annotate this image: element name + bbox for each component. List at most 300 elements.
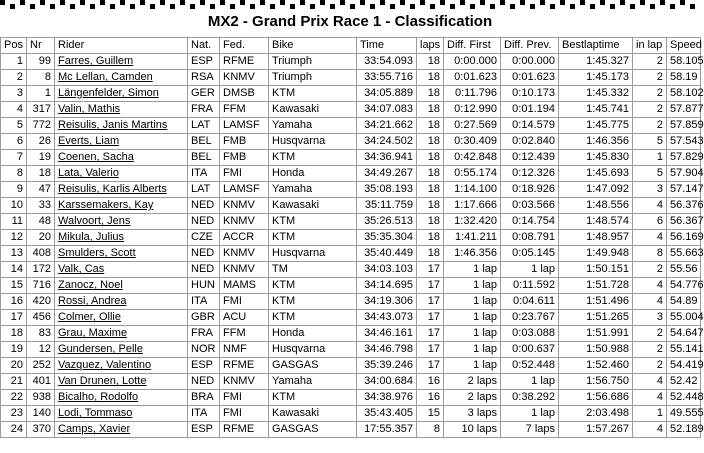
flag-check xyxy=(180,0,185,5)
cell-diff-first: 1 lap xyxy=(444,278,501,294)
cell-nat: FRA xyxy=(188,102,220,118)
table-row xyxy=(1,246,701,262)
cell-diff-prev: 1 lap xyxy=(501,262,559,278)
cell-bike: KTM xyxy=(269,390,357,406)
flag-check xyxy=(360,0,365,5)
cell-rider[interactable]: Gundersen, Pelle xyxy=(55,342,188,358)
cell-nat: CZE xyxy=(188,230,220,246)
cell-rider[interactable]: Valin, Mathis xyxy=(55,102,188,118)
cell-diff-prev: 0:04.611 xyxy=(501,294,559,310)
cell-bike: Kawasaki xyxy=(269,198,357,214)
cell-laps: 17 xyxy=(417,326,444,342)
cell-in-lap: 3 xyxy=(633,310,667,326)
table-row xyxy=(1,422,701,438)
cell-bestlaptime: 1:50.151 xyxy=(559,262,633,278)
flag-check xyxy=(460,0,465,5)
column-header-rider: Rider xyxy=(55,38,188,54)
cell-bike: Husqvarna xyxy=(269,342,357,358)
cell-bike: Honda xyxy=(269,166,357,182)
table-row xyxy=(1,102,701,118)
flag-check xyxy=(480,0,485,5)
flag-check xyxy=(530,4,535,9)
cell-in-lap: 4 xyxy=(633,230,667,246)
cell-bike: Triumph xyxy=(269,54,357,70)
cell-laps: 17 xyxy=(417,310,444,326)
flag-check xyxy=(590,4,595,9)
cell-pos: 13 xyxy=(1,246,27,262)
cell-pos: 16 xyxy=(1,294,27,310)
cell-rider[interactable]: Reisulis, Karlis Alberts xyxy=(55,182,188,198)
cell-laps: 8 xyxy=(417,422,444,438)
cell-laps: 18 xyxy=(417,214,444,230)
cell-diff-first: 1:32.420 xyxy=(444,214,501,230)
cell-time: 34:03.103 xyxy=(357,262,417,278)
cell-in-lap: 3 xyxy=(633,182,667,198)
cell-nr: 370 xyxy=(27,422,55,438)
cell-fed: KNMV xyxy=(220,374,269,390)
cell-rider[interactable]: Zanocz, Noel xyxy=(55,278,188,294)
flag-check xyxy=(670,4,675,9)
cell-nat: HUN xyxy=(188,278,220,294)
cell-nr: 99 xyxy=(27,54,55,70)
cell-diff-prev: 0:00.637 xyxy=(501,342,559,358)
cell-in-lap: 2 xyxy=(633,342,667,358)
cell-rider[interactable]: Rossi, Andrea xyxy=(55,294,188,310)
cell-in-lap: 2 xyxy=(633,118,667,134)
cell-bestlaptime: 1:56.750 xyxy=(559,374,633,390)
cell-time: 34:24.502 xyxy=(357,134,417,150)
cell-fed: FMB xyxy=(220,134,269,150)
cell-time: 34:00.684 xyxy=(357,374,417,390)
flag-check xyxy=(10,4,15,9)
cell-laps: 17 xyxy=(417,262,444,278)
cell-rider[interactable]: Lodi, Tommaso xyxy=(55,406,188,422)
cell-in-lap: 4 xyxy=(633,390,667,406)
flag-check xyxy=(410,4,415,9)
cell-time: 34:19.306 xyxy=(357,294,417,310)
cell-bike: KTM xyxy=(269,278,357,294)
cell-bike: Triumph xyxy=(269,70,357,86)
cell-bestlaptime: 1:51.728 xyxy=(559,278,633,294)
cell-nat: ITA xyxy=(188,294,220,310)
cell-laps: 18 xyxy=(417,70,444,86)
cell-in-lap: 5 xyxy=(633,166,667,182)
cell-speed: 54.89 xyxy=(667,294,701,310)
flag-check xyxy=(500,0,505,5)
cell-bike: KTM xyxy=(269,230,357,246)
cell-time: 34:14.695 xyxy=(357,278,417,294)
cell-bike: Yamaha xyxy=(269,182,357,198)
cell-speed: 54.419 xyxy=(667,358,701,374)
cell-laps: 17 xyxy=(417,358,444,374)
cell-nr: 18 xyxy=(27,166,55,182)
table-row xyxy=(1,134,701,150)
cell-nr: 140 xyxy=(27,406,55,422)
cell-bike: KTM xyxy=(269,294,357,310)
cell-diff-first: 3 laps xyxy=(444,406,501,422)
cell-pos: 6 xyxy=(1,134,27,150)
table-row xyxy=(1,214,701,230)
cell-in-lap: 6 xyxy=(633,214,667,230)
cell-speed: 49.555 xyxy=(667,406,701,422)
cell-laps: 17 xyxy=(417,278,444,294)
table-row xyxy=(1,326,701,342)
cell-time: 34:43.073 xyxy=(357,310,417,326)
cell-speed: 55.004 xyxy=(667,310,701,326)
cell-nat: NED xyxy=(188,246,220,262)
cell-bestlaptime: 1:45.830 xyxy=(559,150,633,166)
cell-pos: 15 xyxy=(1,278,27,294)
flag-check xyxy=(390,4,395,9)
cell-bike: GASGAS xyxy=(269,358,357,374)
cell-fed: FFM xyxy=(220,326,269,342)
table-row xyxy=(1,182,701,198)
cell-speed: 54.776 xyxy=(667,278,701,294)
cell-nat: ESP xyxy=(188,54,220,70)
flag-check xyxy=(40,0,45,5)
cell-nr: 317 xyxy=(27,102,55,118)
cell-time: 17:55.357 xyxy=(357,422,417,438)
flag-check xyxy=(320,0,325,5)
cell-diff-prev: 0:14.579 xyxy=(501,118,559,134)
column-header-pos: Pos xyxy=(1,38,27,54)
cell-diff-prev: 7 laps xyxy=(501,422,559,438)
cell-fed: KNMV xyxy=(220,70,269,86)
flag-check xyxy=(230,4,235,9)
flag-check xyxy=(70,4,75,9)
cell-rider[interactable]: Van Drunen, Lotte xyxy=(55,374,188,390)
flag-check xyxy=(130,4,135,9)
table-row xyxy=(1,198,701,214)
flag-check xyxy=(30,4,35,9)
cell-rider[interactable]: Smulders, Scott xyxy=(55,246,188,262)
cell-laps: 18 xyxy=(417,102,444,118)
cell-diff-first: 0:42.848 xyxy=(444,150,501,166)
cell-laps: 17 xyxy=(417,342,444,358)
cell-in-lap: 5 xyxy=(633,134,667,150)
cell-bike: Kawasaki xyxy=(269,102,357,118)
flag-check xyxy=(350,4,355,9)
cell-speed: 57.859 xyxy=(667,118,701,134)
cell-nr: 19 xyxy=(27,150,55,166)
cell-diff-first: 1:46.356 xyxy=(444,246,501,262)
cell-diff-first: 1 lap xyxy=(444,294,501,310)
table-row xyxy=(1,70,701,86)
cell-speed: 58.102 xyxy=(667,86,701,102)
flag-check xyxy=(490,4,495,9)
cell-bike: KTM xyxy=(269,86,357,102)
cell-nat: NED xyxy=(188,374,220,390)
flag-check xyxy=(520,0,525,5)
flag-check xyxy=(210,4,215,9)
flag-check xyxy=(100,0,105,5)
cell-rider[interactable]: Lata, Valerio xyxy=(55,166,188,182)
cell-diff-prev: 0:14.754 xyxy=(501,214,559,230)
cell-diff-first: 1:14.100 xyxy=(444,182,501,198)
cell-pos: 5 xyxy=(1,118,27,134)
cell-time: 35:08.193 xyxy=(357,182,417,198)
table-row xyxy=(1,166,701,182)
flag-check xyxy=(370,4,375,9)
cell-diff-prev: 0:18.926 xyxy=(501,182,559,198)
cell-speed: 57.147 xyxy=(667,182,701,198)
cell-rider[interactable]: Camps, Xavier xyxy=(55,422,188,438)
cell-speed: 55.56 xyxy=(667,262,701,278)
cell-diff-prev: 0:08.791 xyxy=(501,230,559,246)
cell-fed: KNMV xyxy=(220,214,269,230)
cell-diff-first: 1 lap xyxy=(444,262,501,278)
flag-check xyxy=(220,0,225,5)
cell-laps: 18 xyxy=(417,86,444,102)
cell-speed: 57.829 xyxy=(667,150,701,166)
cell-pos: 14 xyxy=(1,262,27,278)
cell-diff-first: 2 laps xyxy=(444,374,501,390)
cell-time: 34:05.889 xyxy=(357,86,417,102)
cell-rider[interactable]: Farres, Guillem xyxy=(55,54,188,70)
cell-rider[interactable]: Everts, Liam xyxy=(55,134,188,150)
cell-laps: 18 xyxy=(417,182,444,198)
cell-rider[interactable]: Karssemakers, Kay xyxy=(55,198,188,214)
cell-rider[interactable]: Längenfelder, Simon xyxy=(55,86,188,102)
cell-in-lap: 2 xyxy=(633,102,667,118)
cell-time: 33:55.716 xyxy=(357,70,417,86)
cell-diff-prev: 0:00.000 xyxy=(501,54,559,70)
cell-fed: DMSB xyxy=(220,86,269,102)
cell-nr: 1 xyxy=(27,86,55,102)
cell-time: 34:38.976 xyxy=(357,390,417,406)
flag-check xyxy=(250,4,255,9)
cell-time: 34:07.083 xyxy=(357,102,417,118)
cell-time: 35:43.405 xyxy=(357,406,417,422)
cell-laps: 15 xyxy=(417,406,444,422)
cell-fed: FMI xyxy=(220,406,269,422)
cell-time: 35:40.449 xyxy=(357,246,417,262)
flag-check xyxy=(450,4,455,9)
cell-nat: BEL xyxy=(188,150,220,166)
flag-check xyxy=(290,4,295,9)
cell-fed: KNMV xyxy=(220,198,269,214)
cell-bike: KTM xyxy=(269,150,357,166)
flag-check xyxy=(200,0,205,5)
cell-nat: ESP xyxy=(188,422,220,438)
cell-diff-prev: 0:12.439 xyxy=(501,150,559,166)
cell-fed: RFME xyxy=(220,422,269,438)
table-row xyxy=(1,118,701,134)
flag-check xyxy=(270,4,275,9)
table-header-row xyxy=(1,38,701,54)
cell-nr: 716 xyxy=(27,278,55,294)
column-header-bike: Bike xyxy=(269,38,357,54)
cell-rider[interactable]: Reisulis, Janis Martins xyxy=(55,118,188,134)
cell-nr: 83 xyxy=(27,326,55,342)
cell-time: 34:46.161 xyxy=(357,326,417,342)
flag-check xyxy=(240,0,245,5)
flag-check xyxy=(330,4,335,9)
cell-nr: 48 xyxy=(27,214,55,230)
cell-fed: LAMSF xyxy=(220,182,269,198)
table-row xyxy=(1,310,701,326)
cell-bike: KTM xyxy=(269,214,357,230)
cell-laps: 16 xyxy=(417,374,444,390)
cell-time: 34:49.267 xyxy=(357,166,417,182)
cell-bestlaptime: 1:45.173 xyxy=(559,70,633,86)
flag-check xyxy=(80,0,85,5)
cell-diff-first: 1 lap xyxy=(444,342,501,358)
flag-check xyxy=(50,4,55,9)
cell-speed: 57.543 xyxy=(667,134,701,150)
flag-check xyxy=(510,4,515,9)
flag-check xyxy=(280,0,285,5)
cell-bike: KTM xyxy=(269,310,357,326)
classification-table xyxy=(0,37,704,438)
cell-rider[interactable]: Coenen, Sacha xyxy=(55,150,188,166)
cell-pos: 20 xyxy=(1,358,27,374)
cell-laps: 18 xyxy=(417,150,444,166)
cell-nr: 252 xyxy=(27,358,55,374)
cell-diff-first: 0:01.623 xyxy=(444,70,501,86)
cell-bestlaptime: 1:45.693 xyxy=(559,166,633,182)
cell-rider[interactable]: Bicalho, Rodolfo xyxy=(55,390,188,406)
table-row xyxy=(1,374,701,390)
cell-speed: 52.42 xyxy=(667,374,701,390)
cell-diff-prev: 0:01.194 xyxy=(501,102,559,118)
cell-in-lap: 4 xyxy=(633,198,667,214)
cell-rider[interactable]: Mikula, Julius xyxy=(55,230,188,246)
cell-bike: Honda xyxy=(269,326,357,342)
cell-bike: Husqvarna xyxy=(269,246,357,262)
cell-in-lap: 1 xyxy=(633,406,667,422)
cell-nat: GER xyxy=(188,86,220,102)
cell-bestlaptime: 1:45.327 xyxy=(559,54,633,70)
cell-diff-prev: 0:03.088 xyxy=(501,326,559,342)
cell-fed: FMI xyxy=(220,390,269,406)
cell-fed: ACU xyxy=(220,310,269,326)
cell-bestlaptime: 1:49.948 xyxy=(559,246,633,262)
cell-pos: 21 xyxy=(1,374,27,390)
cell-rider[interactable]: Valk, Cas xyxy=(55,262,188,278)
cell-pos: 24 xyxy=(1,422,27,438)
flag-check xyxy=(300,0,305,5)
cell-bike: Kawasaki xyxy=(269,406,357,422)
cell-laps: 18 xyxy=(417,134,444,150)
cell-diff-first: 0:12.990 xyxy=(444,102,501,118)
cell-nat: NED xyxy=(188,262,220,278)
cell-diff-first: 2 laps xyxy=(444,390,501,406)
cell-speed: 55.141 xyxy=(667,342,701,358)
cell-laps: 18 xyxy=(417,54,444,70)
cell-rider[interactable]: Grau, Maxime xyxy=(55,326,188,342)
cell-speed: 57.877 xyxy=(667,102,701,118)
flag-check xyxy=(630,4,635,9)
cell-fed: KNMV xyxy=(220,262,269,278)
cell-bestlaptime: 1:45.775 xyxy=(559,118,633,134)
cell-in-lap: 8 xyxy=(633,246,667,262)
cell-in-lap: 1 xyxy=(633,150,667,166)
cell-nr: 12 xyxy=(27,342,55,358)
cell-bestlaptime: 1:56.686 xyxy=(559,390,633,406)
cell-diff-first: 1 lap xyxy=(444,358,501,374)
cell-diff-first: 1:41.211 xyxy=(444,230,501,246)
cell-speed: 55.663 xyxy=(667,246,701,262)
flag-check xyxy=(650,4,655,9)
cell-pos: 8 xyxy=(1,166,27,182)
cell-bestlaptime: 1:51.991 xyxy=(559,326,633,342)
cell-fed: FFM xyxy=(220,102,269,118)
column-header-nr: Nr xyxy=(27,38,55,54)
cell-pos: 2 xyxy=(1,70,27,86)
cell-rider[interactable]: Mc Lellan, Camden xyxy=(55,70,188,86)
flag-check xyxy=(540,0,545,5)
cell-fed: RFME xyxy=(220,358,269,374)
flag-check xyxy=(90,4,95,9)
cell-fed: ACCR xyxy=(220,230,269,246)
column-header-nat: Nat. xyxy=(188,38,220,54)
cell-nr: 33 xyxy=(27,198,55,214)
cell-nat: ESP xyxy=(188,358,220,374)
flag-check xyxy=(110,4,115,9)
cell-bestlaptime: 1:46.356 xyxy=(559,134,633,150)
cell-pos: 19 xyxy=(1,342,27,358)
cell-pos: 22 xyxy=(1,390,27,406)
flag-check xyxy=(150,4,155,9)
cell-rider[interactable]: Colmer, Ollie xyxy=(55,310,188,326)
table-row xyxy=(1,150,701,166)
table-row xyxy=(1,294,701,310)
column-header-bestlaptime: Bestlaptime xyxy=(559,38,633,54)
cell-pos: 23 xyxy=(1,406,27,422)
column-header-in-lap: in lap xyxy=(633,38,667,54)
cell-nr: 401 xyxy=(27,374,55,390)
table-row xyxy=(1,390,701,406)
cell-rider[interactable]: Walvoort, Jens xyxy=(55,214,188,230)
cell-bike: Husqvarna xyxy=(269,134,357,150)
flag-check xyxy=(160,0,165,5)
table-row xyxy=(1,86,701,102)
cell-in-lap: 2 xyxy=(633,54,667,70)
flag-check xyxy=(0,0,5,5)
cell-diff-prev: 1 lap xyxy=(501,374,559,390)
cell-speed: 52.448 xyxy=(667,390,701,406)
cell-time: 35:11.759 xyxy=(357,198,417,214)
cell-bestlaptime: 1:47.092 xyxy=(559,182,633,198)
cell-nr: 408 xyxy=(27,246,55,262)
cell-pos: 11 xyxy=(1,214,27,230)
cell-diff-prev: 0:01.623 xyxy=(501,70,559,86)
cell-in-lap: 4 xyxy=(633,374,667,390)
cell-bike: Yamaha xyxy=(269,118,357,134)
column-header-diff-prev: Diff. Prev. xyxy=(501,38,559,54)
flag-check xyxy=(340,0,345,5)
table-row xyxy=(1,342,701,358)
cell-nr: 172 xyxy=(27,262,55,278)
cell-in-lap: 2 xyxy=(633,86,667,102)
cell-laps: 18 xyxy=(417,246,444,262)
cell-diff-first: 1 lap xyxy=(444,326,501,342)
cell-rider[interactable]: Vazquez, Valentino xyxy=(55,358,188,374)
cell-diff-prev: 0:10.173 xyxy=(501,86,559,102)
cell-time: 35:26.513 xyxy=(357,214,417,230)
cell-bestlaptime: 1:57.267 xyxy=(559,422,633,438)
cell-laps: 18 xyxy=(417,198,444,214)
cell-nr: 456 xyxy=(27,310,55,326)
table-row xyxy=(1,262,701,278)
flag-check xyxy=(600,0,605,5)
cell-nr: 938 xyxy=(27,390,55,406)
cell-in-lap: 4 xyxy=(633,422,667,438)
flag-check xyxy=(640,0,645,5)
cell-pos: 18 xyxy=(1,326,27,342)
flag-check xyxy=(260,0,265,5)
